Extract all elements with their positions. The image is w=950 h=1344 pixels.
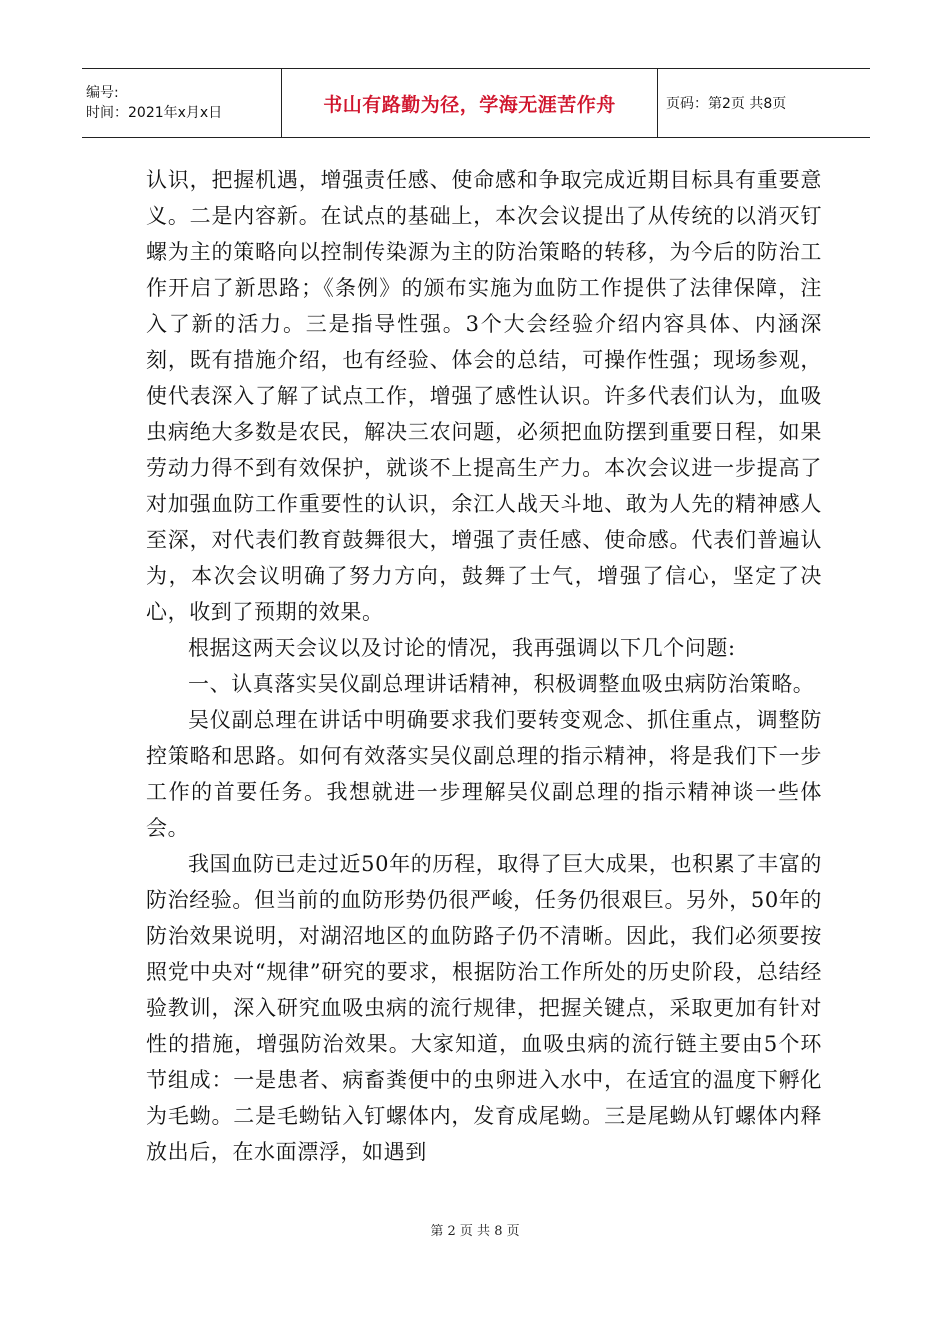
paragraph-intro: 根据这两天会议以及讨论的情况，我再强调以下几个问题: bbox=[188, 636, 736, 660]
page-footer: 第 2 页 共 8 页 bbox=[430, 1224, 520, 1239]
header-meta bbox=[82, 69, 282, 137]
time-label: 时间：2021年x月x日 bbox=[86, 105, 223, 121]
paragraph-continued: 认识，把握机遇，增强责任感、使命感和争取完成近期目标具有重要意义。二是内容新。在试点的基础上，本次会议提出了从传统的以消灭钉螺为主的策略向以控制传染源为主的防治策略的转移，为今后的防治工作开启了新思路；《条例》的颁布实施为血防工作提供了法律保障，注入了新的活力。三是指导性强。3个大会经验介绍内容具体、内涵深刻，既有措施介绍，也有经验、体会的总结，可操作性强；现场参观，使代表深入了解了试点工作，增强了感性认识。许多代表们认为，血吸虫病绝大多数是农民，解决三农问题，必须把血防摆到重要日程，如果劳动力得不到有效保护，就谈不上提高生产力。本次会议进一步提高了对加强血防工作重要性的认识，余江人战天斗地、敢为人先的精神感人至深，对代表们教育鼓舞很大，增强了责任感、使命感。代表们普遍认为，本次会议明确了努力方向，鼓舞了士气，增强了信心，坚定了决心，收到了预期的效果。 bbox=[146, 168, 822, 624]
document-body bbox=[146, 162, 822, 1170]
header-motto bbox=[282, 69, 658, 137]
document-header bbox=[82, 68, 870, 138]
number-label: 编号: bbox=[86, 85, 119, 101]
paragraph: 我国血防已走过近50年的历程，取得了巨大成果，也积累了丰富的防治经验。但当前的血防形势仍很严峻，任务仍很艰巨。另外，50年的防治效果说明，对湖沼地区的血防路子仍不清晰。因此，我们必须要按照党中央对“规律”研究的要求，根据防治工作所处的历史阶段，总结经验教训，深入研究血吸虫病的流行规律，把握关键点，采取更加有针对性的措施，增强防治效果。大家知道，血吸虫病的流行链主要由5个环节组成：一是患者、病畜粪便中的虫卵进入水中，在适宜的温度下孵化为毛蚴。二是毛蚴钻入钉螺体内，发育成尾蚴。三是尾蚴从钉螺体内释放出后，在水面漂浮，如遇到 bbox=[146, 852, 822, 1164]
section-heading-1: 一、认真落实吴仪副总理讲话精神，积极调整血吸虫病防治策略。 bbox=[188, 672, 815, 696]
header-page-info bbox=[658, 69, 870, 137]
motto-text: 书山有路勤为径，学海无涯苦作舟 bbox=[323, 93, 616, 116]
paragraph: 吴仪副总理在讲话中明确要求我们要转变观念、抓住重点，调整防控策略和思路。如何有效落实吴仪副总理的指示精神，将是我们下一步工作的首要任务。我想就进一步理解吴仪副总理的指示精神谈一些体会。 bbox=[146, 708, 822, 840]
page-info-text: 页码：第2页 共8页 bbox=[666, 96, 787, 112]
